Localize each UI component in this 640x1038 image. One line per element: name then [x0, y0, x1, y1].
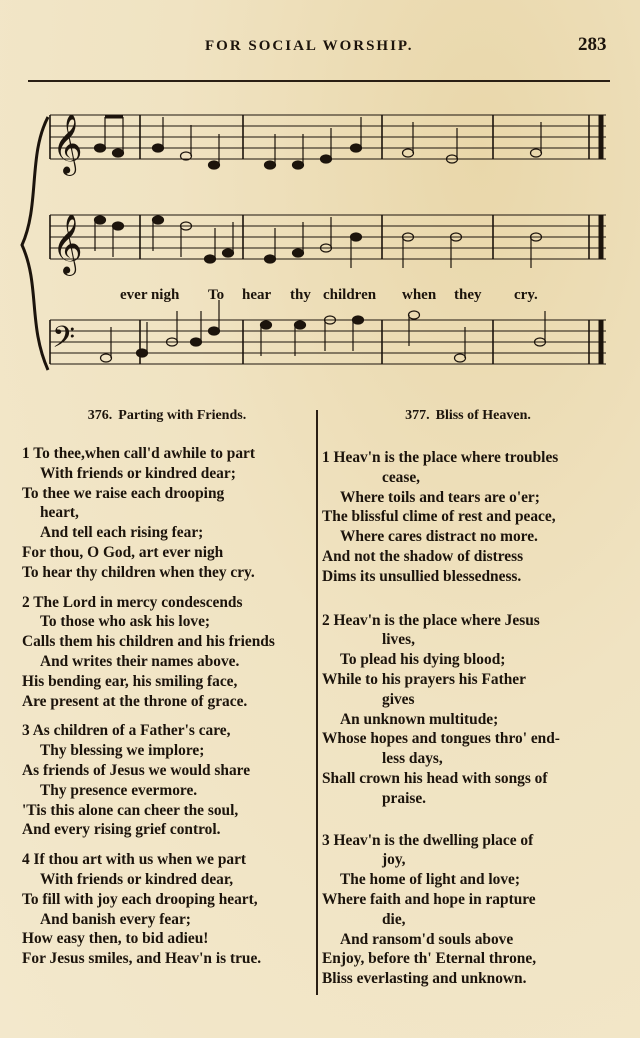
treble-clef-icon: 𝄞: [52, 114, 83, 174]
notes-staff-2: [95, 216, 542, 268]
verse-line: lives,: [382, 631, 415, 649]
hymn-376: [22, 404, 312, 969]
music-score: [0, 95, 640, 385]
staff-bass: [50, 320, 606, 364]
verse-line: And not the shadow of distress: [322, 547, 524, 565]
verse-line: While to his prayers his Father: [322, 670, 526, 688]
hymn-377: [322, 404, 614, 989]
running-title: FOR SOCIAL WORSHIP.: [205, 38, 414, 54]
verse-line: His bending ear, his smiling face,: [22, 672, 238, 690]
verse-line: The home of light and love;: [340, 871, 520, 889]
barlines: [50, 115, 589, 364]
stanza-4: [22, 850, 312, 969]
verse-line: Where faith and hope in rapture: [322, 890, 536, 908]
verse-line: 2 The Lord in mercy condescends: [22, 593, 243, 611]
hymn-number: 376.: [87, 408, 113, 423]
stanza-3: [22, 721, 312, 840]
verse-line: 4 If thou art with us when we part: [22, 851, 247, 869]
header-rule: [28, 80, 610, 82]
verse-line: Bliss everlasting and unknown.: [322, 970, 527, 988]
verse-line: To those who ask his love;: [40, 613, 211, 631]
stanza-1: [22, 444, 312, 583]
verse-line: 3 Heav'n is the dwelling place of: [322, 831, 534, 849]
verse-line: To plead his dying blood;: [340, 651, 506, 669]
verse-line: Thy blessing we implore;: [40, 742, 205, 760]
verse-line: Whose hopes and tongues thro' end-: [322, 730, 560, 748]
lyric-word: cry.: [514, 287, 538, 303]
hymn-number: 377.: [405, 408, 430, 423]
treble-clef-icon: 𝄞: [52, 214, 83, 274]
stanza-1: [322, 448, 614, 587]
verse-line: Where cares distract no more.: [340, 528, 538, 546]
lyric-word: thy: [290, 287, 311, 303]
verse-line: And writes their names above.: [40, 652, 240, 670]
lyric-word: To: [208, 287, 225, 303]
stanza-3: [322, 831, 614, 989]
verse-line: heart,: [40, 504, 79, 522]
hymn-title: Bliss of Heaven.: [435, 408, 531, 423]
verse-line: With friends or kindred dear,: [40, 870, 234, 888]
lyric-word: ever nigh: [120, 287, 180, 303]
verse-line: 1 Heav'n is the place where troubles: [322, 449, 559, 466]
verse-line: And every rising grief control.: [22, 821, 221, 839]
verse-line: 1 To thee,when call'd awhile to part: [22, 445, 256, 462]
verse-line: For Jesus smiles, and Heav'n is true.: [22, 950, 262, 968]
verse-line: Dims its unsullied blessedness.: [322, 567, 522, 585]
system-brace: [22, 117, 48, 370]
verse-line: gives: [382, 690, 415, 708]
verse-line: And ransom'd souls above: [340, 930, 514, 948]
staff-treble-2: [50, 215, 606, 259]
verse-line: cease,: [382, 468, 421, 486]
lyric-word: when: [402, 287, 437, 303]
verse-line: Enjoy, before th' Eternal throne,: [322, 950, 537, 968]
verse-line: To thee we raise each drooping: [22, 484, 225, 502]
verse-line: An unknown multitude;: [340, 710, 499, 728]
stanza-2: [322, 611, 614, 809]
hymn-heading: [22, 404, 312, 434]
verse-line: less days,: [382, 750, 443, 768]
bass-clef-icon: 𝄢: [52, 321, 76, 362]
hymn-heading: [322, 404, 614, 434]
verse-line: joy,: [382, 851, 406, 869]
verse-line: And tell each rising fear;: [40, 524, 204, 542]
verse-line: With friends or kindred dear;: [40, 464, 236, 482]
verse-line: 'Tis this alone can cheer the soul,: [22, 801, 239, 819]
verse-line: For thou, O God, art ever nigh: [22, 543, 224, 561]
page-number: 283: [578, 34, 607, 55]
lyric-underlay: [120, 287, 560, 309]
stanza-2: [22, 593, 312, 712]
notes-staff-1: [95, 117, 542, 169]
verse-line: Thy presence evermore.: [40, 781, 198, 799]
verse-line: Are present at the throne of grace.: [22, 692, 248, 710]
verse-line: Where toils and tears are o'er;: [340, 488, 540, 506]
verse-line: praise.: [382, 789, 427, 807]
verse-line: die,: [382, 910, 406, 928]
hymn-title: Parting with Friends.: [118, 408, 247, 423]
running-head: [0, 34, 640, 62]
verse-line: Shall crown his head with songs of: [322, 769, 548, 787]
verse-line: How easy then, to bid adieu!: [22, 930, 209, 948]
staff-treble-1: [50, 115, 606, 159]
lyric-word: they: [454, 287, 482, 303]
verse-line: The blissful clime of rest and peace,: [322, 508, 556, 526]
verse-line: To hear thy children when they cry.: [22, 563, 255, 581]
column-divider: [316, 410, 318, 995]
verse-line: As friends of Jesus we would share: [22, 761, 251, 779]
verse-line: 3 As children of a Father's care,: [22, 722, 231, 740]
lyric-word: children: [323, 287, 377, 303]
lyric-word: hear: [242, 287, 272, 303]
verse-line: And banish every fear;: [40, 910, 191, 928]
verse-line: Calls them his children and his friends: [22, 633, 275, 651]
verse-line: 2 Heav'n is the place where Jesus: [322, 611, 540, 629]
verse-line: To fill with joy each drooping heart,: [22, 890, 258, 908]
